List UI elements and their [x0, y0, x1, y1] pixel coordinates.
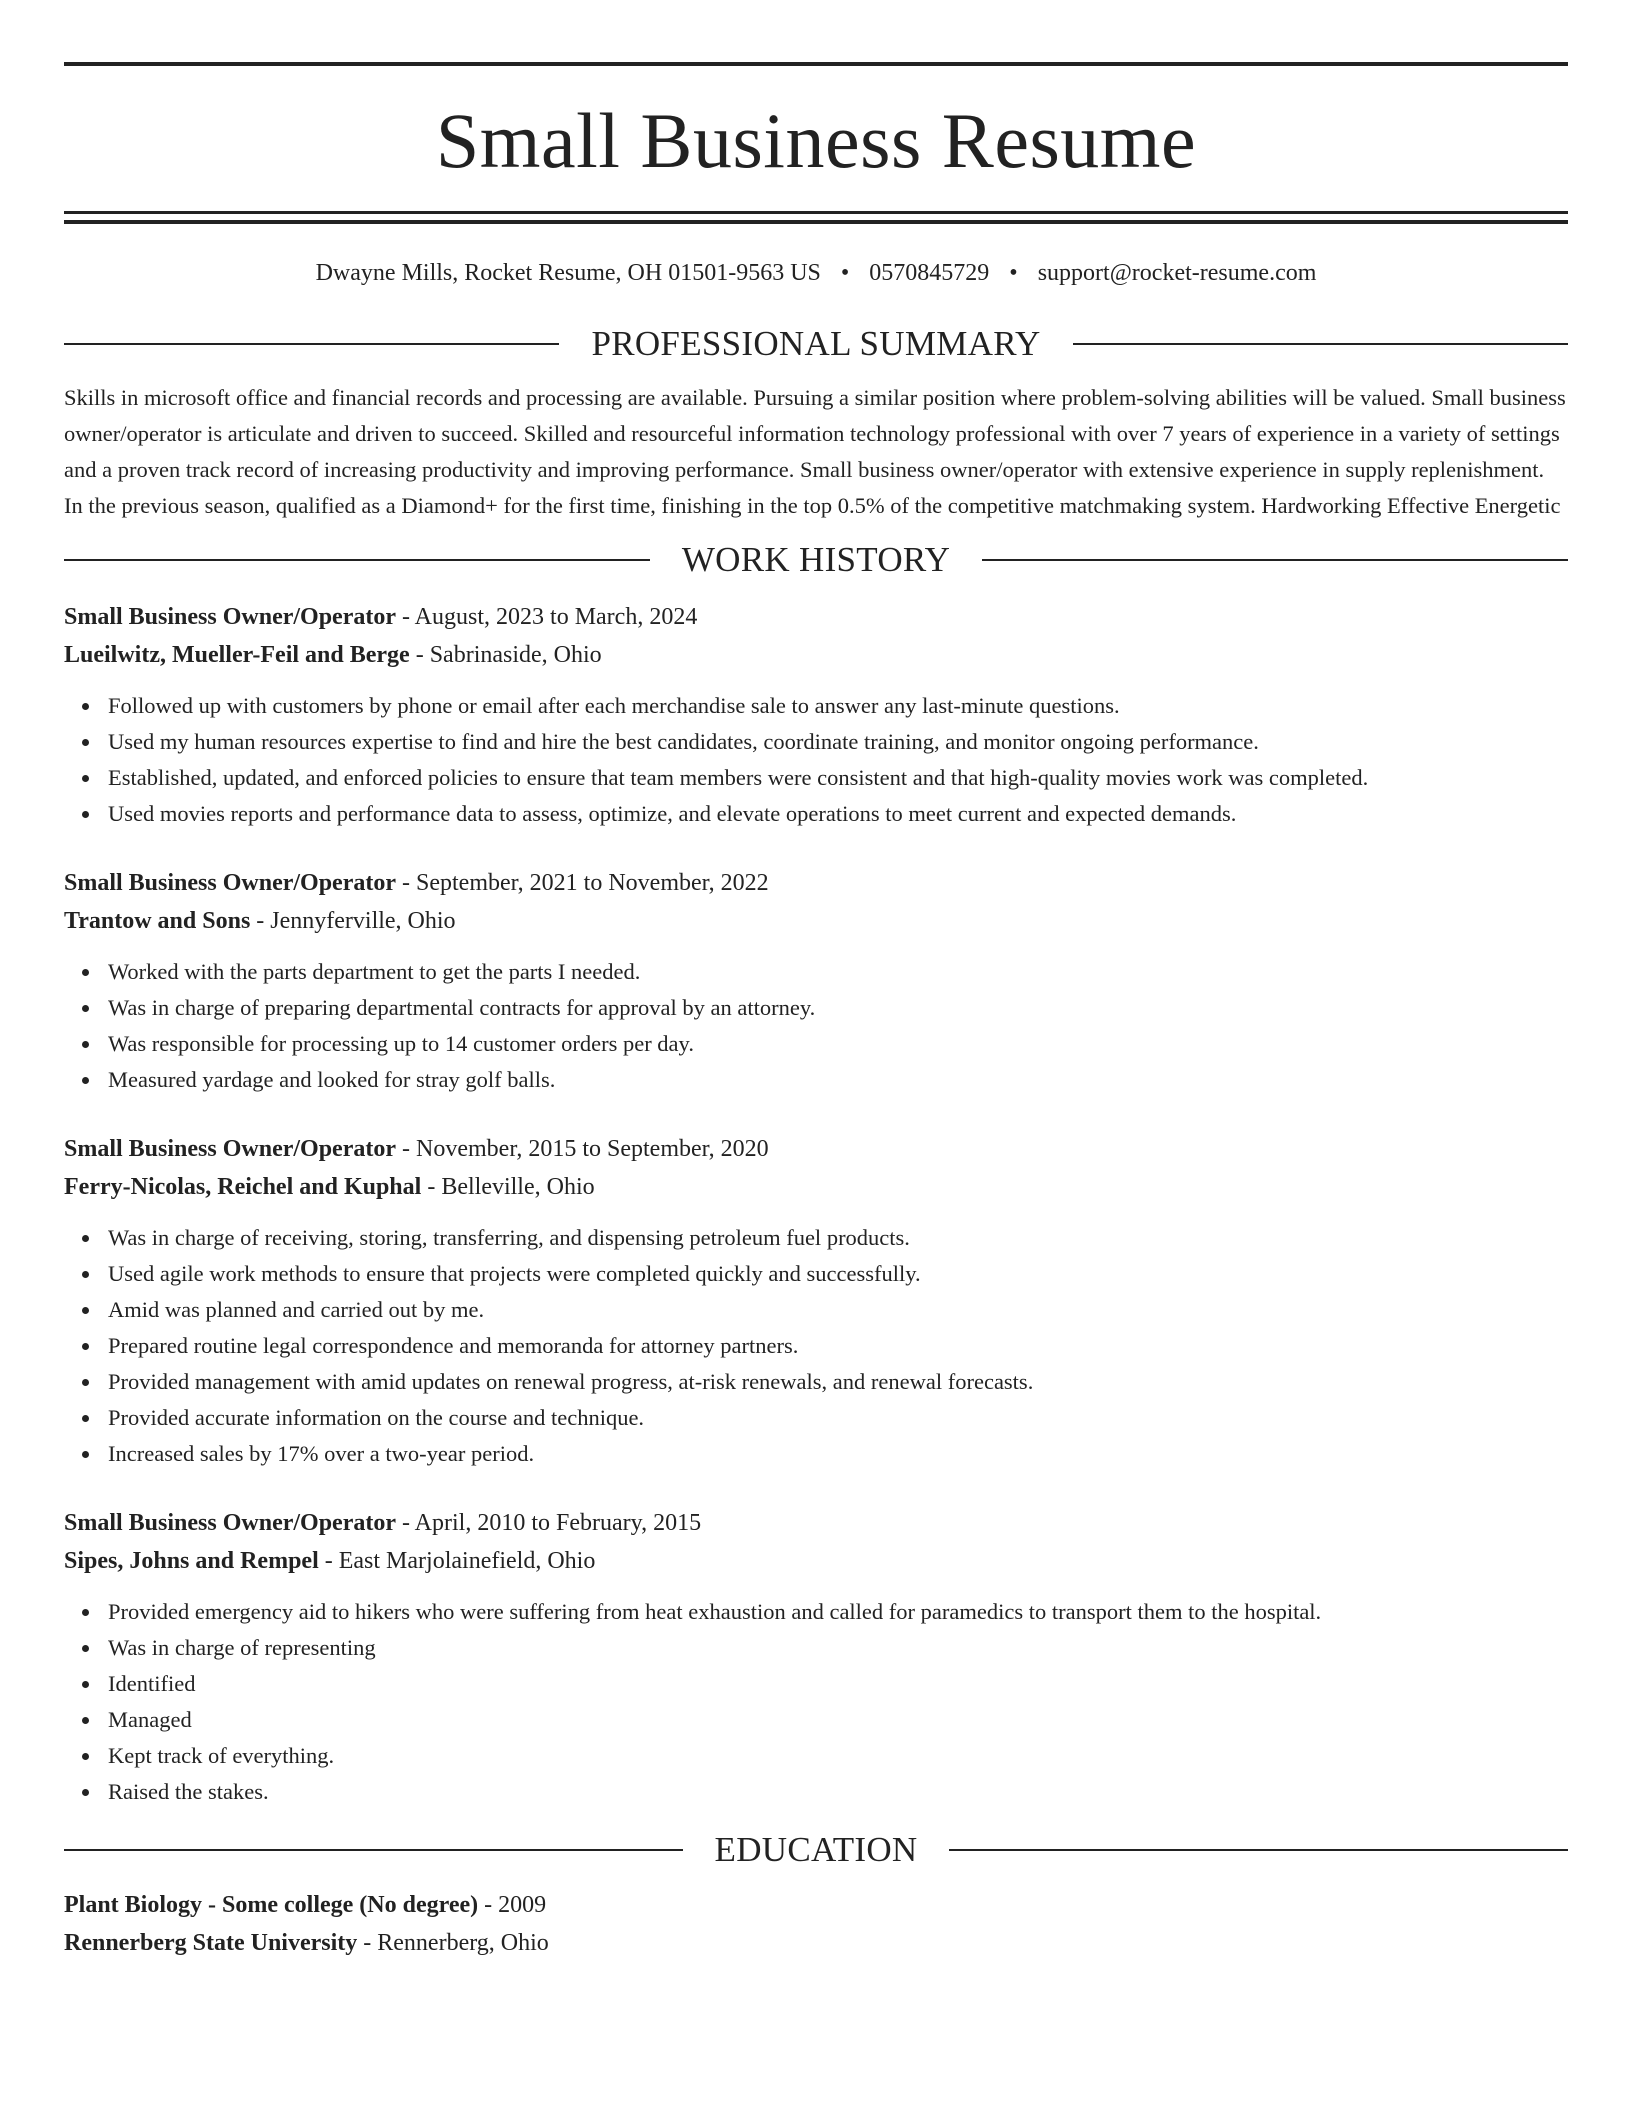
duty-item: Used my human resources expertise to find and hire the best candidates, coordinate training, and monitor ongoing performance.	[108, 724, 1568, 760]
duty-item: Established, updated, and enforced policies to ensure that team members were consistent and that high-quality movies work was completed.	[108, 760, 1568, 796]
job-company: Trantow and Sons	[64, 908, 251, 934]
heading-rule-left	[64, 559, 650, 561]
job-title: Small Business Owner/Operator	[64, 604, 397, 630]
job-duties	[64, 688, 1568, 832]
job-dates: - November, 2015 to September, 2020	[396, 1136, 769, 1162]
contact-address: Dwayne Mills, Rocket Resume, OH 01501-9563 US	[315, 260, 821, 286]
duty-item: Provided management with amid updates on renewal progress, at-risk renewals, and renewal forecasts.	[108, 1364, 1568, 1400]
contact-line	[64, 258, 1568, 288]
job-duties	[64, 1594, 1568, 1810]
job-dates: - April, 2010 to February, 2015	[396, 1510, 702, 1536]
job-entry	[64, 598, 1568, 832]
duty-item: Followed up with customers by phone or email after each merchandise sale to answer any last-minute questions.	[108, 688, 1568, 724]
job-dates: - September, 2021 to November, 2022	[396, 870, 769, 896]
duty-item: Prepared routine legal correspondence and memoranda for attorney partners.	[108, 1328, 1568, 1364]
education-degree: Plant Biology - Some college (No degree)	[64, 1892, 479, 1918]
job-duties	[64, 954, 1568, 1098]
work-history-heading	[64, 540, 1568, 580]
education-heading-label: EDUCATION	[714, 1830, 918, 1869]
duty-item: Managed	[108, 1702, 1568, 1738]
education-school-line	[64, 1924, 1568, 1962]
heading-rule-right	[1073, 343, 1568, 345]
job-title: Small Business Owner/Operator	[64, 870, 397, 896]
job-company-line	[64, 636, 1568, 674]
heading-rule-right	[982, 559, 1568, 561]
job-company-line	[64, 902, 1568, 940]
summary-heading-label: PROFESSIONAL SUMMARY	[591, 324, 1041, 363]
duty-item: Worked with the parts department to get the parts I needed.	[108, 954, 1568, 990]
resume-title: Small Business Resume	[435, 97, 1197, 184]
top-rule	[64, 62, 1568, 66]
contact-email: support@rocket-resume.com	[1037, 260, 1317, 286]
education-year: - 2009	[478, 1892, 547, 1918]
job-company-line	[64, 1542, 1568, 1580]
contact-separator: •	[840, 260, 850, 286]
job-entry	[64, 864, 1568, 1098]
job-company: Lueilwitz, Mueller-Feil and Berge	[64, 642, 410, 668]
duty-item: Amid was planned and carried out by me.	[108, 1292, 1568, 1328]
job-title: Small Business Owner/Operator	[64, 1510, 397, 1536]
job-title-line	[64, 1130, 1568, 1168]
job-location: - Jennyferville, Ohio	[250, 908, 456, 934]
duty-item: Was in charge of receiving, storing, transferring, and dispensing petroleum fuel products.	[108, 1220, 1568, 1256]
job-entry	[64, 1504, 1568, 1810]
job-company: Sipes, Johns and Rempel	[64, 1548, 319, 1574]
education-school: Rennerberg State University	[64, 1930, 358, 1956]
job-location: - Belleville, Ohio	[421, 1174, 595, 1200]
summary-text: Skills in microsoft office and financial records and processing are available. Pursuing a similar position where problem-solving abilities will be valued. Small business owner/operator is articulate and driven to succeed. Skilled and resourceful information technology professional with over 7 years of experience in a variety of settings and a proven track record of increasing productivity and improving performance. Small business owner/operator with extensive experience in supply replenishment. In the previous season, qualified as a Diamond+ for the first time, finishing in the top 0.5% of the competitive matchmaking system. Hardworking Effective Energetic	[64, 385, 1566, 518]
job-title-line	[64, 864, 1568, 902]
job-title: Small Business Owner/Operator	[64, 1136, 397, 1162]
heading-rule-left	[64, 343, 559, 345]
education-degree-line	[64, 1886, 1568, 1924]
duty-item: Was in charge of preparing departmental contracts for approval by an attorney.	[108, 990, 1568, 1026]
job-location: - East Marjolainefield, Ohio	[318, 1548, 596, 1574]
duty-item: Was responsible for processing up to 14 customer orders per day.	[108, 1026, 1568, 1062]
job-company: Ferry-Nicolas, Reichel and Kuphal	[64, 1174, 422, 1200]
education-entry	[64, 1886, 1568, 1962]
duty-item: Was in charge of representing	[108, 1630, 1568, 1666]
summary-heading	[64, 324, 1568, 364]
job-location: - Sabrinaside, Ohio	[409, 642, 602, 668]
job-title-line	[64, 1504, 1568, 1542]
duty-item: Increased sales by 17% over a two-year period.	[108, 1436, 1568, 1472]
duty-item: Measured yardage and looked for stray golf balls.	[108, 1062, 1568, 1098]
heading-rule-left	[64, 1849, 683, 1851]
heading-rule-right	[949, 1849, 1568, 1851]
job-entry	[64, 1130, 1568, 1472]
education-location: - Rennerberg, Ohio	[357, 1930, 549, 1956]
duty-item: Provided emergency aid to hikers who were suffering from heat exhaustion and called for paramedics to transport them to the hospital.	[108, 1594, 1568, 1630]
work-history-heading-label: WORK HISTORY	[681, 540, 951, 579]
duty-item: Used movies reports and performance data to assess, optimize, and elevate operations to meet current and expected demands.	[108, 796, 1568, 832]
duty-item: Used agile work methods to ensure that projects were completed quickly and successfully.	[108, 1256, 1568, 1292]
job-dates: - August, 2023 to March, 2024	[396, 604, 698, 630]
job-company-line	[64, 1168, 1568, 1206]
job-duties	[64, 1220, 1568, 1472]
job-title-line	[64, 598, 1568, 636]
contact-separator: •	[1009, 260, 1018, 286]
title-double-rule	[64, 211, 1568, 224]
duty-item: Identified	[108, 1666, 1568, 1702]
duty-item: Raised the stakes.	[108, 1774, 1568, 1810]
duty-item: Provided accurate information on the course and technique.	[108, 1400, 1568, 1436]
duty-item: Kept track of everything.	[108, 1738, 1568, 1774]
education-heading	[64, 1830, 1568, 1870]
contact-phone: 0570845729	[869, 260, 990, 286]
